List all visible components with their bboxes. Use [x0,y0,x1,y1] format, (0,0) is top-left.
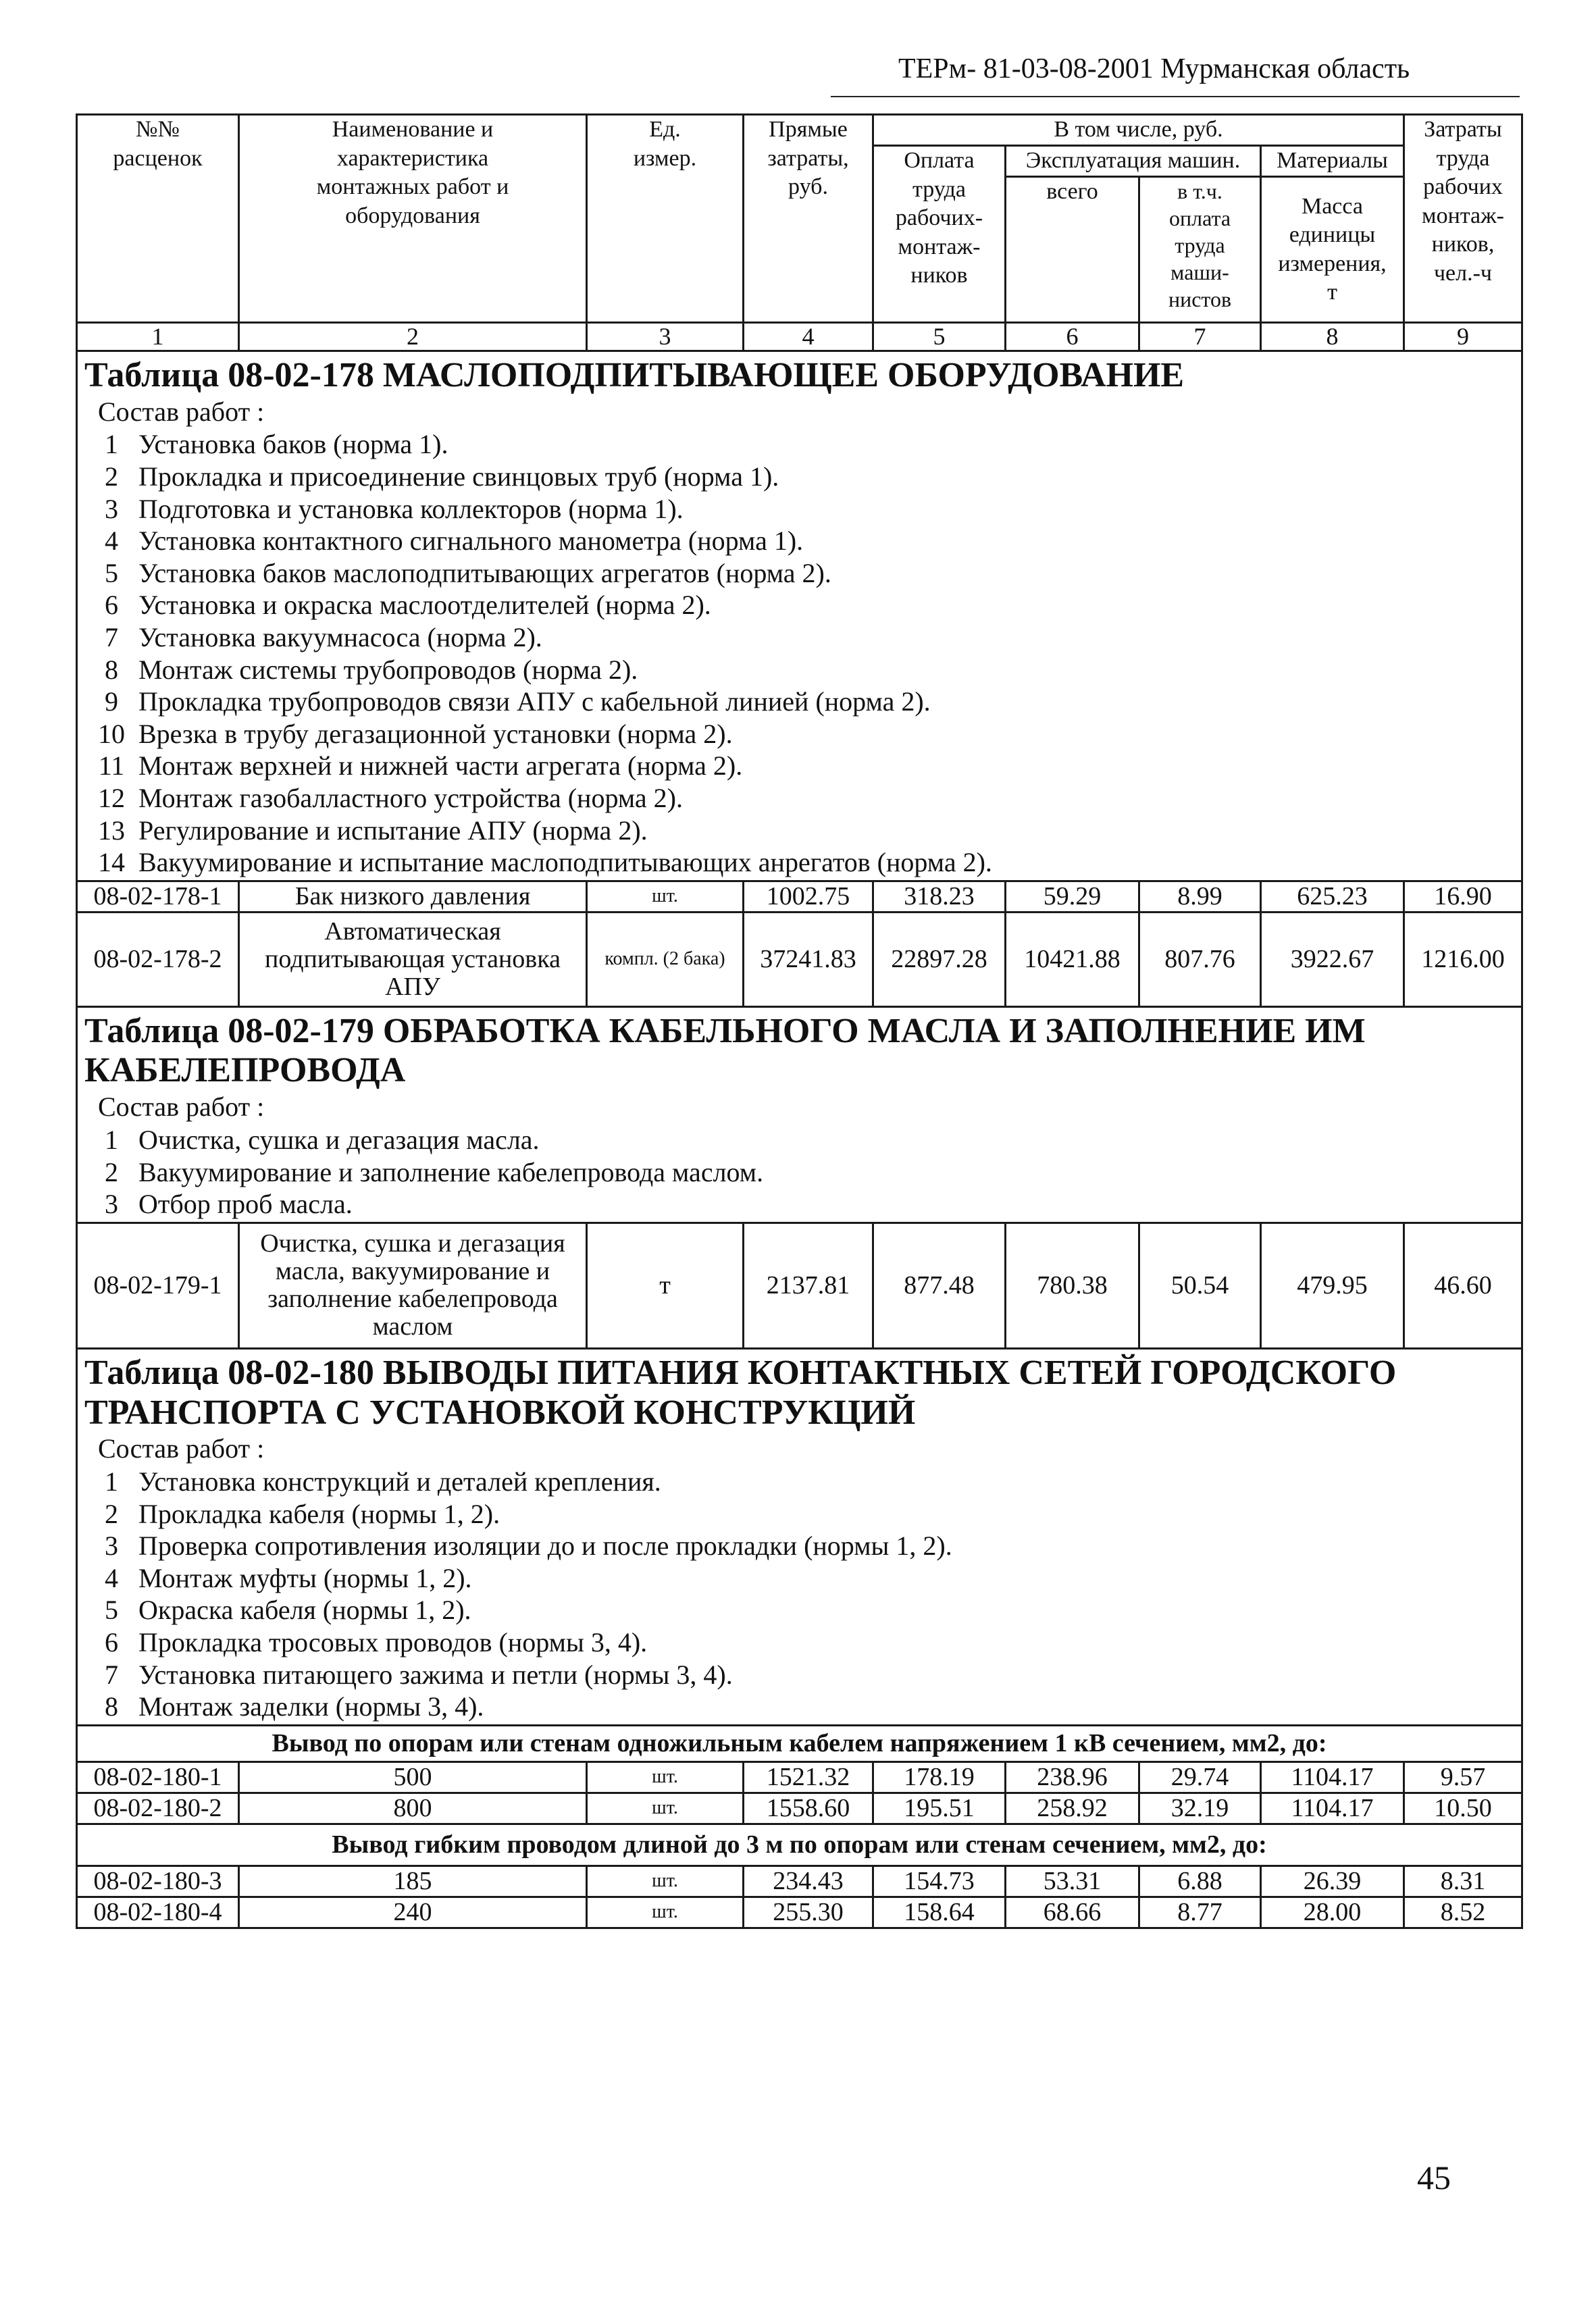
rate-machines: 238.96 [1006,1762,1139,1793]
rate-labor-pay: 22897.28 [873,912,1006,1006]
col-mass-header: Масса единицы измерения, т [1261,177,1404,323]
rate-name: Очистка, сушка и дегазация масла, вакуумирование и заполнение кабелепровода маслом [239,1223,587,1348]
rates-table [76,113,1523,1929]
rate-unit: шт. [587,1762,744,1793]
rate-direct: 255.30 [744,1897,873,1928]
list-item: 12 Монтаж газобалластного устройства (норма 2). [98,782,683,813]
subheader-row [77,1725,1522,1762]
rate-machines: 68.66 [1006,1897,1139,1928]
page-number: 45 [1417,2159,1451,2196]
section-subheader: Вывод по опорам или стенам одножильным кабелем напряжением 1 кВ сечением, мм2, до: [77,1725,1522,1762]
rate-materials: 1104.17 [1261,1793,1404,1824]
sostav-label: Состав работ : [98,396,265,427]
col-name-header: Наименование и характеристика монтажных работ и оборудования [239,115,587,323]
rate-name: 185 [239,1866,587,1897]
rate-machinist: 807.76 [1139,912,1261,1006]
rate-machinist: 50.54 [1139,1223,1261,1348]
rate-direct: 37241.83 [744,912,873,1006]
list-item: 4 Монтаж муфты (нормы 1, 2). [105,1562,472,1593]
col-number: 7 [1139,323,1261,351]
col-machinist-pay-header: в т.ч. оплата труда маши- нистов [1139,177,1261,323]
list-item: 8 Монтаж заделки (нормы 3, 4). [105,1691,484,1722]
rate-materials: 625.23 [1261,881,1404,912]
col-number: 3 [587,323,744,351]
rate-machines: 258.92 [1006,1793,1139,1824]
rate-labor: 16.90 [1404,881,1522,912]
list-item: 3 Проверка сопротивления изоляции до и после прокладки (нормы 1, 2). [105,1531,952,1562]
table-row [77,912,1522,1006]
section-180 [77,1348,1522,1725]
col-materials-header: Материалы [1261,146,1404,177]
list-item: 5 Окраска кабеля (нормы 1, 2). [105,1595,471,1626]
rate-labor-pay: 178.19 [873,1762,1006,1793]
rate-materials: 26.39 [1261,1866,1404,1897]
rate-labor: 10.50 [1404,1793,1522,1824]
section-block [77,351,1522,881]
section-block [77,1006,1522,1223]
table-row [77,1793,1522,1824]
rate-code: 08-02-179-1 [77,1223,239,1348]
rate-name: 240 [239,1897,587,1928]
table-row [77,1223,1522,1348]
rate-machines: 10421.88 [1006,912,1139,1006]
rate-name: 500 [239,1762,587,1793]
col-number: 8 [1261,323,1404,351]
col-code-header: №№ расценок [77,115,239,323]
list-item: 11 Монтаж верхней и нижней части агрегата (норма 2). [98,750,743,781]
col-labor-pay-header: Оплата труда рабочих- монтаж- ников [873,146,1006,323]
rate-unit: шт. [587,1897,744,1928]
rate-unit: компл. (2 бака) [587,912,744,1006]
col-machines-header: Эксплуатация машин. [1006,146,1261,177]
subheader-row [77,1824,1522,1866]
rate-labor-pay: 158.64 [873,1897,1006,1928]
work-list [84,1466,1516,1723]
rate-materials: 479.95 [1261,1223,1404,1348]
rate-code: 08-02-180-1 [77,1762,239,1793]
list-item: 7 Установка вакуумнасоса (норма 2). [105,621,542,652]
rate-unit: шт. [587,881,744,912]
section-178 [77,351,1522,881]
section-title: Таблица 08-02-180 ВЫВОДЫ ПИТАНИЯ КОНТАКТНЫХ СЕТЕЙ ГОРОДСКОГО ТРАНСПОРТА С УСТАНОВКОЙ КОНСТРУКЦИЙ [84,1353,1397,1432]
col-number: 1 [77,323,239,351]
rate-name: Бак низкого давления [239,881,587,912]
col-incl-header: В том числе, руб. [873,115,1404,146]
column-number-row [77,323,1522,351]
col-machines-total-header: всего [1006,177,1139,323]
col-number: 6 [1006,323,1139,351]
col-labor-header: Затраты труда рабочих монтаж- ников, чел.-ч [1404,115,1522,323]
list-item: 13 Регулирование и испытание АПУ (норма 2). [98,815,648,846]
list-item: 5 Установка баков маслоподпитывающих агрегатов (норма 2). [105,557,831,588]
rate-labor-pay: 195.51 [873,1793,1006,1824]
list-item: 2 Прокладка кабеля (нормы 1, 2). [105,1498,500,1529]
list-item: 1 Установка баков (норма 1). [105,429,448,460]
col-number: 9 [1404,323,1522,351]
section-block [77,1348,1522,1725]
rate-materials: 1104.17 [1261,1762,1404,1793]
rate-code: 08-02-180-4 [77,1897,239,1928]
rate-direct: 234.43 [744,1866,873,1897]
rate-machines: 53.31 [1006,1866,1139,1897]
rate-machinist: 8.99 [1139,881,1261,912]
list-item: 7 Установка питающего зажима и петли (нормы 3, 4). [105,1659,733,1690]
rate-unit: шт. [587,1866,744,1897]
section-179 [77,1006,1522,1223]
rate-code: 08-02-178-2 [77,912,239,1006]
table-row [77,1866,1522,1897]
list-item: 9 Прокладка трубопроводов связи АПУ с кабельной линией (норма 2). [105,686,931,717]
list-item: 1 Установка конструкций и деталей крепления. [105,1466,661,1497]
table-row [77,1897,1522,1928]
rate-labor: 9.57 [1404,1762,1522,1793]
rate-machines: 59.29 [1006,881,1139,912]
table-row [77,1762,1522,1793]
col-number: 2 [239,323,587,351]
section-subheader: Вывод гибким проводом длиной до 3 м по опорам или стенам сечением, мм2, до: [77,1824,1522,1866]
list-item: 6 Установка и окраска маслоотделителей (норма 2). [105,590,711,621]
rate-labor: 1216.00 [1404,912,1522,1006]
rate-labor-pay: 318.23 [873,881,1006,912]
rate-machinist: 6.88 [1139,1866,1261,1897]
section-title: Таблица 08-02-178 МАСЛОПОДПИТЫВАЮЩЕЕ ОБОРУДОВАНИЕ [84,355,1185,394]
list-item: 3 Отбор проб масла. [105,1189,353,1220]
rate-machinist: 29.74 [1139,1762,1261,1793]
rate-unit: шт. [587,1793,744,1824]
rate-name: 800 [239,1793,587,1824]
col-direct-header: Прямые затраты, руб. [744,115,873,323]
rate-unit: т [587,1223,744,1348]
col-number: 5 [873,323,1006,351]
header-row-1 [77,115,1522,146]
rate-direct: 1558.60 [744,1793,873,1824]
list-item: 1 Очистка, сушка и дегазация масла. [105,1125,540,1156]
rate-labor: 8.31 [1404,1866,1522,1897]
rate-machinist: 8.77 [1139,1897,1261,1928]
list-item: 10 Врезка в трубу дегазационной установки (норма 2). [98,718,733,749]
list-item: 8 Монтаж системы трубопроводов (норма 2). [105,654,638,685]
rate-labor-pay: 154.73 [873,1866,1006,1897]
sostav-label: Состав работ : [98,1433,265,1464]
list-item: 2 Вакуумирование и заполнение кабелепровода маслом. [105,1156,764,1187]
rate-labor: 8.52 [1404,1897,1522,1928]
list-item: 6 Прокладка тросовых проводов (нормы 3, 4). [105,1627,648,1658]
list-item: 3 Подготовка и установка коллекторов (норма 1). [105,493,684,524]
list-item: 4 Установка контактного сигнального манометра (норма 1). [105,525,804,557]
rate-direct: 2137.81 [744,1223,873,1348]
rate-materials: 3922.67 [1261,912,1404,1006]
rate-code: 08-02-178-1 [77,881,239,912]
work-list [84,1124,1516,1220]
section-title: Таблица 08-02-179 ОБРАБОТКА КАБЕЛЬНОГО МАСЛА И ЗАПОЛНЕНИЕ ИМ КАБЕЛЕПРОВОДА [84,1011,1366,1090]
rate-materials: 28.00 [1261,1897,1404,1928]
rate-code: 08-02-180-3 [77,1866,239,1897]
document-header: ТЕРм- 81-03-08-2001 Мурманская область [898,53,1410,84]
rate-machinist: 32.19 [1139,1793,1261,1824]
rate-name: Автоматическая подпитывающая установка АПУ [239,912,587,1006]
rate-code: 08-02-180-2 [77,1793,239,1824]
list-item: 14 Вакуумирование и испытание маслоподпитывающих анрегатов (норма 2). [98,847,992,878]
table-row [77,881,1522,912]
sostav-label: Состав работ : [98,1091,265,1123]
col-unit-header: Ед. измер. [587,115,744,323]
rate-direct: 1521.32 [744,1762,873,1793]
work-list [84,428,1516,878]
rate-direct: 1002.75 [744,881,873,912]
rate-labor-pay: 877.48 [873,1223,1006,1348]
rate-machines: 780.38 [1006,1223,1139,1348]
list-item: 2 Прокладка и присоединение свинцовых труб (норма 1). [105,461,779,492]
header-rule [831,96,1520,97]
col-number: 4 [744,323,873,351]
rate-labor: 46.60 [1404,1223,1522,1348]
